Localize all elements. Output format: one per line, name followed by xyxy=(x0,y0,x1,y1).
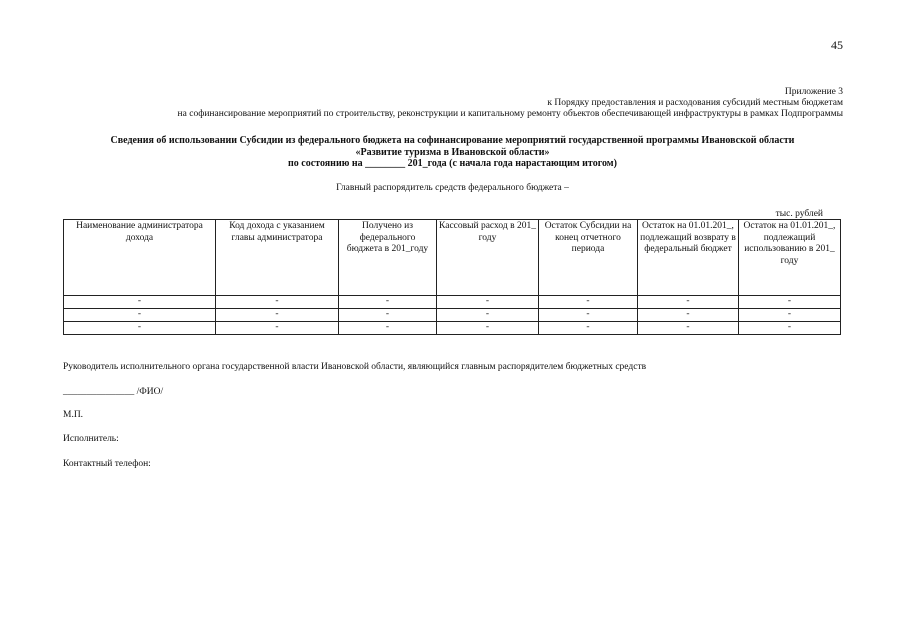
units-label: тыс. рублей xyxy=(775,209,823,219)
table-cell: - xyxy=(539,322,638,335)
column-header-received: Получено из федерального бюджета в 201_году xyxy=(339,220,437,296)
table-cell: - xyxy=(638,322,739,335)
table-cell: - xyxy=(339,309,437,322)
signature-line: _______________ /ФИО/ xyxy=(63,387,164,397)
table-cell: - xyxy=(216,322,339,335)
table-cell: - xyxy=(739,322,841,335)
appendix-line-2: к Порядку предоставления и расходования субсидий местным бюджетам xyxy=(547,98,843,108)
table-row xyxy=(64,309,841,322)
table-row xyxy=(64,322,841,335)
document-title-line-3: по состоянию на ________ 201_года (с начала года нарастающим итогом) xyxy=(288,158,617,169)
column-header-administrator: Наименование администратора дохода xyxy=(64,220,216,296)
table-cell: - xyxy=(638,309,739,322)
table-cell: - xyxy=(339,296,437,309)
appendix-line-3: на софинансирование мероприятий по строительству, реконструкции и капитальному ремонту объектов обеспечивающей инфраструктуры в рамках Подпрограммы xyxy=(177,109,843,119)
appendix-line-1: Приложение 3 xyxy=(784,87,843,97)
table-cell: - xyxy=(64,296,216,309)
column-header-balance-return: Остаток на 01.01.201_, подлежащий возврату в федеральный бюджет xyxy=(638,220,739,296)
table-cell: - xyxy=(437,309,539,322)
column-header-balance-use: Остаток на 01.01.201_, подлежащий использованию в 201_ году xyxy=(739,220,841,296)
table-cell: - xyxy=(437,296,539,309)
table-row xyxy=(64,296,841,309)
column-header-subsidy-balance: Остаток Субсидии на конец отчетного периода xyxy=(539,220,638,296)
column-header-cash-expense: Кассовый расход в 201_ году xyxy=(437,220,539,296)
stamp-label: М.П. xyxy=(63,410,84,420)
table-cell: - xyxy=(539,309,638,322)
table-cell: - xyxy=(739,296,841,309)
usage-table xyxy=(63,219,841,335)
executor-label: Исполнитель: xyxy=(63,434,119,444)
table-header-row xyxy=(64,220,841,296)
table-cell: - xyxy=(216,296,339,309)
chief-distributor-label: Главный распорядитель средств федерального бюджета – xyxy=(336,183,569,193)
table-cell: - xyxy=(64,322,216,335)
table-cell: - xyxy=(437,322,539,335)
contact-phone-label: Контактный телефон: xyxy=(63,459,151,469)
column-header-income-code: Код дохода с указанием главы администратора xyxy=(216,220,339,296)
table-cell: - xyxy=(64,309,216,322)
head-official-line: Руководитель исполнительного органа государственной власти Ивановской области, являющийся главным распорядителем бюджетных средств xyxy=(63,362,647,372)
table-cell: - xyxy=(739,309,841,322)
table-cell: - xyxy=(539,296,638,309)
table-cell: - xyxy=(339,322,437,335)
page-number: 45 xyxy=(831,38,843,52)
document-title-line-2: «Развитие туризма в Ивановской области» xyxy=(355,146,550,158)
document-title-line-1: Сведения об использовании Субсидии из федерального бюджета на софинансирование мероприятий государственной программы Ивановской области xyxy=(110,135,795,146)
table-cell: - xyxy=(638,296,739,309)
table-cell: - xyxy=(216,309,339,322)
